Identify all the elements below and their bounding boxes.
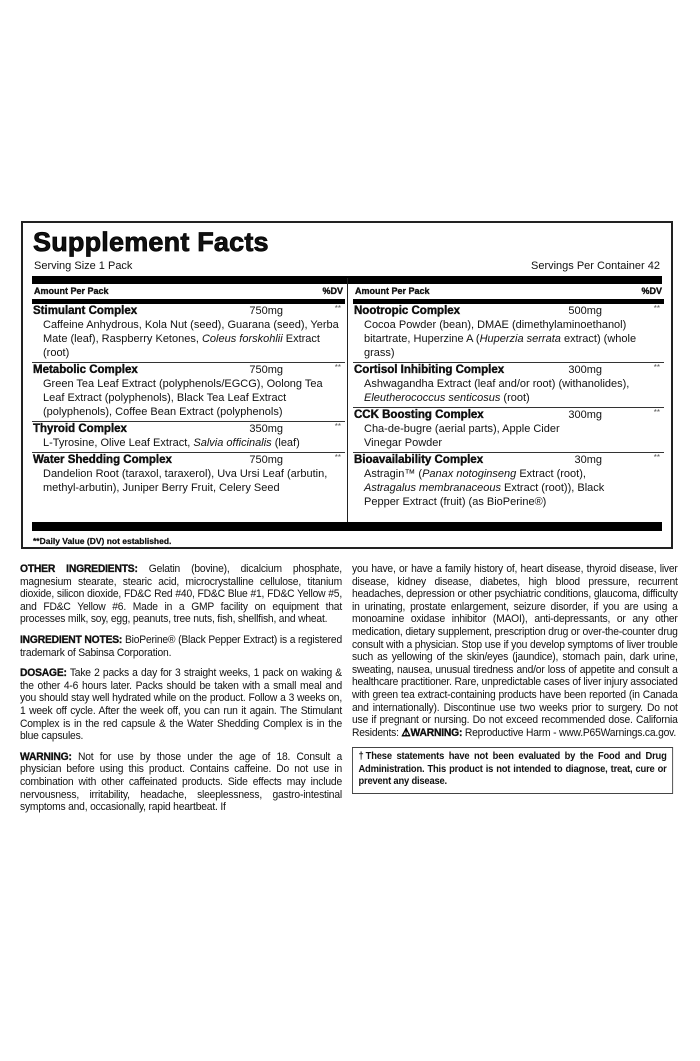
complex-name: Water Shedding Complex (33, 454, 172, 466)
complex-amount: 30mg (574, 454, 602, 466)
complex-amount: 750mg (249, 364, 283, 376)
column-header (353, 285, 664, 299)
dv-header: %DV (322, 286, 343, 296)
nutrient-row (353, 304, 664, 363)
nutrient-row (32, 453, 345, 497)
complex-amount: 300mg (568, 409, 602, 421)
amount-header: Amount Per Pack (355, 286, 430, 296)
warning-continued: you have, or have a family history of, heart disease, thyroid disease, liver disease, kidney disease, diabetes, high blood pressure, recurrent headaches, depression or other psychiatric conditions, glaucoma, difficulty in urinating, prostate enlargement, seizure disorder, if you are using a monoamine oxidase inhibitor (MAOI), anti-depressants, or any other medication, dietary supplement, prescription drug or over-the-counter drug consult with a physician. Stop use if you develop symptoms of liver trouble such as yellowing of the skin/eyes (jaundice), stomach pain, dark urine, sweating, nausea, unusual tiredness and/or loss of appetite and consult a healthcare practitioner. Rare, unpredictable cases of liver injury associated with green tea extract-containing products have been reported (in Canada and internationally). Discontinue use two weeks prior to surgery. Do not use if pregnant or nursing. Do not exceed recommended dose. California Residents: ⚠WARNING: Reproductive Harm - www.P65Warnings.ca.gov. (352, 563, 678, 739)
complex-name: Nootropic Complex (354, 305, 461, 317)
complex-name: CCK Boosting Complex (354, 409, 484, 421)
complex-name: Metabolic Complex (33, 364, 138, 376)
nutrient-row (32, 304, 345, 363)
complex-ingredients: Ashwagandha Extract (leaf and/or root) (withanolides), Eleutherococcus senticosus (root) (364, 378, 630, 404)
fda-disclaimer-box: †These statements have not been evaluated by the Food and Drug Administration. This product is not intended to diagnose, treat, cure or prevent any disease. (352, 747, 673, 794)
amount-header: Amount Per Pack (34, 286, 109, 296)
complex-ingredients: Astragin™ (Panax notoginseng Extract (root), Astragalus membranaceous Extract (root)), Black Pepper Extract (fruit) (as BioPerine®) (364, 468, 605, 508)
nutrient-row (353, 363, 664, 408)
complex-amount: 750mg (249, 305, 283, 317)
complex-dv: ** (653, 453, 660, 462)
complex-dv: ** (334, 422, 341, 431)
column-divider (347, 278, 348, 522)
nutrient-row (353, 453, 664, 511)
left-column (32, 285, 345, 497)
complex-ingredients: L-Tyrosine, Olive Leaf Extract, Salvia officinalis (leaf) (43, 437, 300, 449)
prop65-warning-label: ⚠WARNING: (401, 726, 463, 739)
complex-dv: ** (334, 453, 341, 462)
complex-ingredients: Cocoa Powder (bean), DMAE (dimethylaminoethanol) bitartrate, Huperzine A (Huperzia serrata extract) (whole grass) (364, 319, 637, 359)
complex-name: Cortisol Inhibiting Complex (354, 364, 505, 376)
ingredient-notes: INGREDIENT NOTES: BioPerine® (Black Pepper Extract) is a registered trademark of Sabinsa Corporation. (20, 633, 342, 659)
nutrient-row (32, 422, 345, 453)
complex-dv: ** (653, 363, 660, 372)
dv-footnote: **Daily Value (DV) not established. (33, 536, 172, 546)
right-column (353, 285, 664, 511)
other-ingredients: OTHER INGREDIENTS: Gelatin (bovine), dicalcium phosphate, magnesium stearate, stearic acid, microcrystalline cellulose, titanium dioxide, silicon dioxide, FD&C Red #40, FD&C Blue #1, FD&C Yellow #5, and FD&C Yellow #6. Made in a GMP facility on equipment that processes milk, soy, egg, peanuts, tree nuts, fish, shellfish, and wheat. (20, 563, 342, 626)
left-text-column (20, 563, 342, 822)
complex-amount: 750mg (249, 454, 283, 466)
complex-ingredients: Dandelion Root (taraxol, taraxerol), Uva Ursi Leaf (arbutin, methyl-arbutin), Juniper Berry Fruit, Celery Seed (43, 468, 328, 494)
panel-title: Supplement Facts (33, 227, 269, 257)
dv-header: %DV (641, 286, 662, 296)
complex-ingredients: Green Tea Leaf Extract (polyphenols/EGCG), Oolong Tea Leaf Extract (polyphenols), Black Tea Leaf Extract (polyphenols), Coffee Bean Extract (polyphenols) (43, 378, 323, 418)
complex-amount: 500mg (568, 305, 602, 317)
nutrient-row (353, 408, 664, 453)
complex-ingredients: Caffeine Anhydrous, Kola Nut (seed), Guarana (seed), Yerba Mate (leaf), Raspberry Ketones, Coleus forskohlii Extract (root) (43, 319, 339, 359)
right-text-column (352, 563, 678, 794)
serving-size: Serving Size 1 Pack (34, 260, 133, 272)
complex-dv: ** (334, 304, 341, 313)
complex-dv: ** (653, 304, 660, 313)
servings-per-container: Servings Per Container 42 (530, 260, 660, 272)
complex-name: Stimulant Complex (33, 305, 138, 317)
nutrient-row (32, 363, 345, 422)
complex-amount: 350mg (249, 423, 283, 435)
bottom-thick-bar (32, 522, 662, 531)
complex-amount: 300mg (568, 364, 602, 376)
supplement-facts-panel (21, 221, 673, 549)
complex-dv: ** (334, 363, 341, 372)
complex-dv: ** (653, 408, 660, 417)
complex-name: Bioavailability Complex (354, 454, 484, 466)
complex-name: Thyroid Complex (33, 423, 127, 435)
complex-ingredients: Cha-de-bugre (aerial parts), Apple Cider Vinegar Powder (364, 423, 560, 449)
column-header (32, 285, 345, 299)
dosage: DOSAGE: Take 2 packs a day for 3 straight weeks, 1 pack on waking & the other 4-6 hours later. Packs should be taken with a small meal and you should stay well hydrated while on the product. Follow a 3 weeks on, 1 week off cycle. After the week off, you can run it again. The Stimulant Complex is in the red capsule & the Water Shedding Complex is in the blue capsules. (20, 667, 342, 743)
warning: WARNING: Not for use by those under the age of 18. Consult a physician before using this product. Contains caffeine. Do not use in combination with other caffeinated products. Side effects may include nervousness, irritability, headache, sleeplessness, gastro-intestinal symptoms and, occasionally, rapid heartbeat. If (20, 750, 342, 814)
